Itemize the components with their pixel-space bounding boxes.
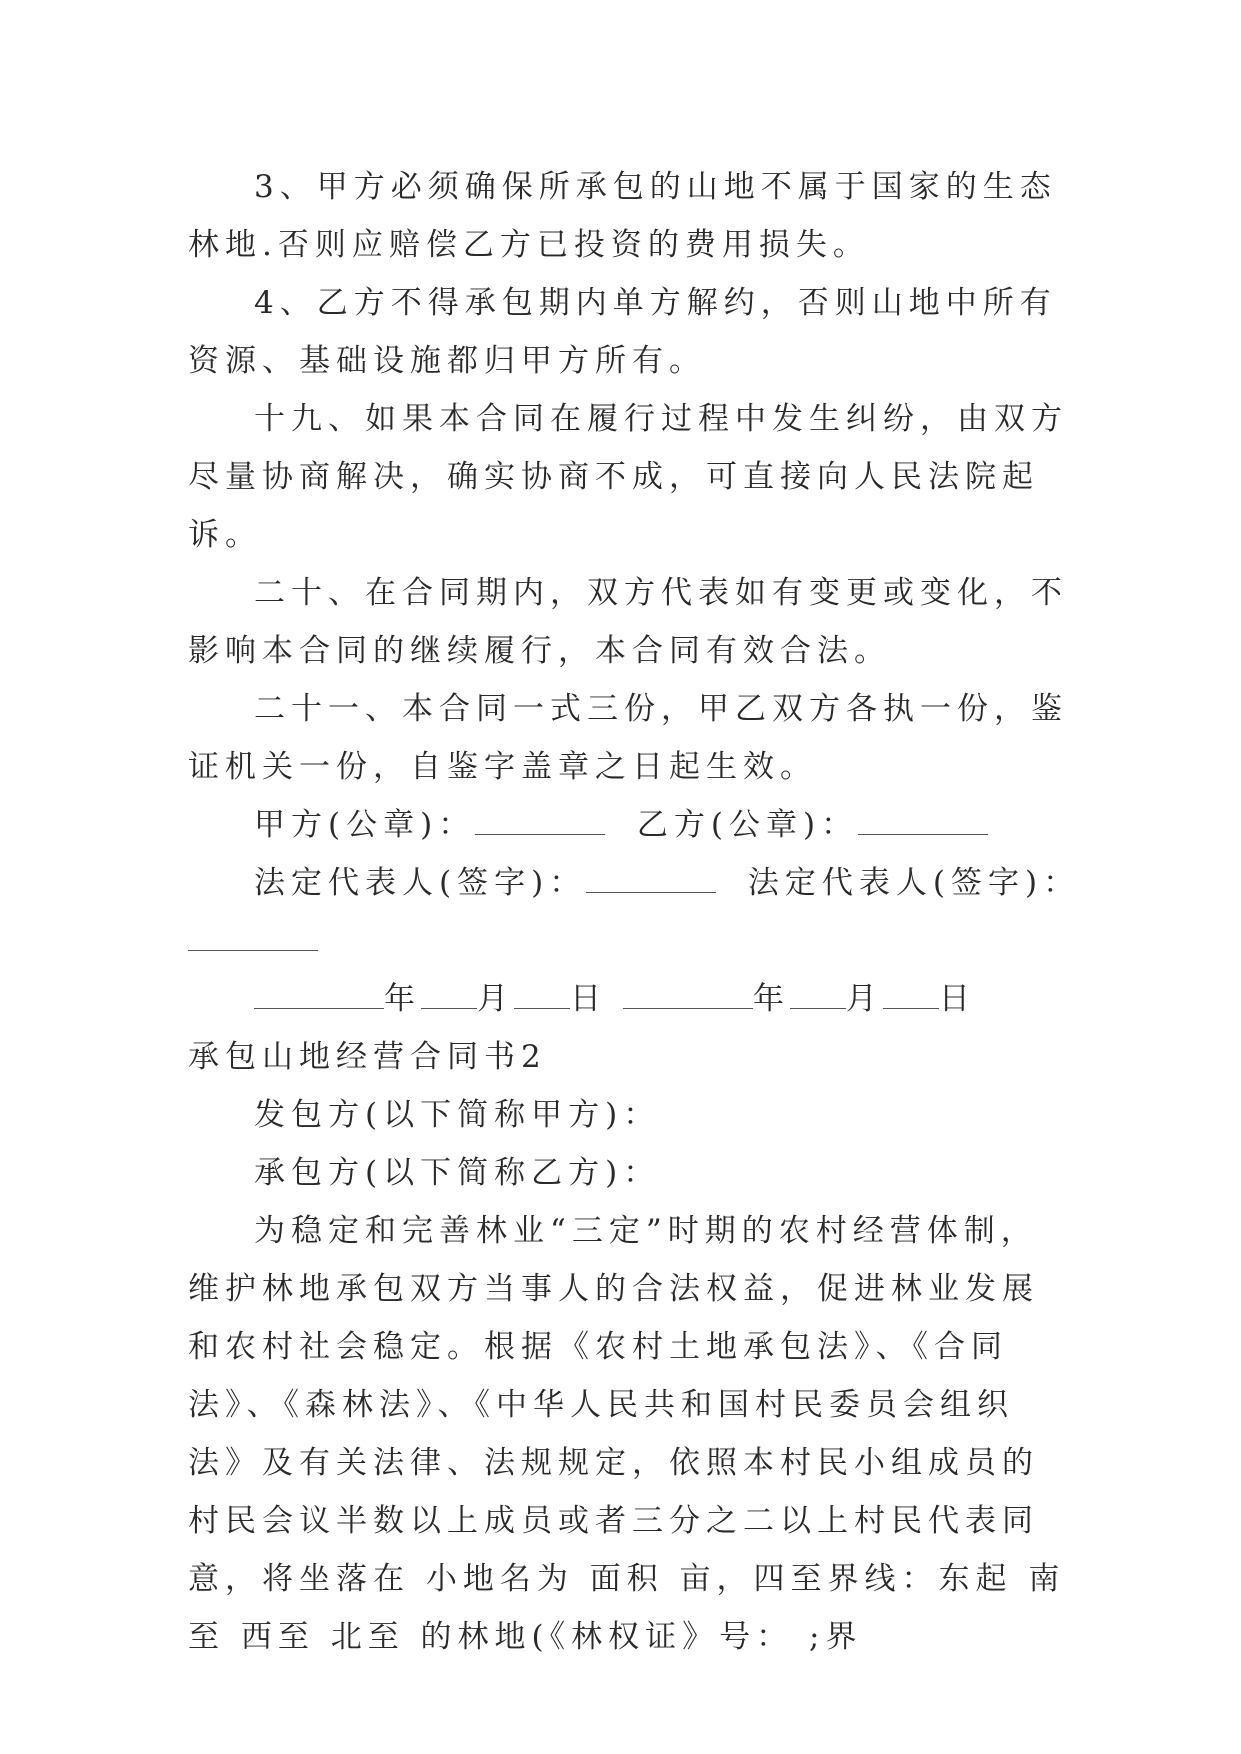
- party-a-seal-label: 甲方(公章)：: [254, 807, 476, 843]
- clause-21: 二十一、本合同一式三份，甲乙双方各执一份，鉴证机关一份，自鉴字盖章之日起生效。: [188, 691, 1068, 785]
- date-a-year-blank: [254, 978, 384, 1009]
- date-row: [188, 970, 1068, 1028]
- section-2-title: 承包山地经营合同书2: [188, 1039, 547, 1075]
- rep-b-blank: [188, 920, 318, 951]
- date-a-month: 月: [477, 981, 514, 1017]
- date-b-year: 年: [752, 981, 790, 1017]
- date-a-month-blank: [421, 978, 477, 1009]
- rep-a-blank: [586, 862, 716, 893]
- issuer-label: 发包方(以下简称甲方)：: [254, 1097, 661, 1133]
- main-paragraph: 为稳定和完善林业“三定”时期的农村经营体制，维护林地承包双方当事人的合法权益，促进林业发展和农村社会稳定。根据《农村土地承包法》、《合同法》、《森林法》、《中华人民共和国村民委员会组织法》及有关法律、法规规定，依照本村民小组成员的村民会议半数以上成员或者三分之二以上村民代表同意，将坐落在 小地名为 面积 亩，四至界线：东起 南至 西至 北至 的林地(《林权证》号： ;界: [188, 1213, 1066, 1655]
- date-b-month-blank: [790, 978, 846, 1009]
- rep-b-label: 法定代表人(签字)：: [747, 865, 1081, 901]
- date-a-day-blank: [514, 978, 570, 1009]
- clause-19: 十九、如果本合同在履行过程中发生纠纷，由双方尽量协商解决，确实协商不成，可直接向人民法院起诉。: [188, 401, 1068, 553]
- party-b-seal-blank: [858, 804, 988, 835]
- legal-rep-row: [188, 854, 1081, 912]
- clause-3: 3、甲方必须确保所承包的山地不属于国家的生态林地.否则应赔偿乙方已投资的费用损失。: [188, 169, 1057, 263]
- rep-a-label: 法定代表人(签字)：: [254, 865, 587, 901]
- party-b-seal-label: 乙方(公章)：: [636, 807, 859, 843]
- clause-20: 二十、在合同期内，双方代表如有变更或变化，不影响本合同的继续履行，本合同有效合法。: [188, 575, 1068, 669]
- date-a-year: 年: [384, 981, 421, 1017]
- contractor-label: 承包方(以下简称乙方)：: [254, 1155, 661, 1191]
- document-body: [188, 158, 1081, 1666]
- date-b-day-blank: [883, 978, 939, 1009]
- date-a-day: 日: [570, 981, 607, 1017]
- rep-b-blank-line: [188, 912, 1068, 970]
- party-seal-row: [188, 796, 1068, 854]
- date-b-month: 月: [845, 981, 883, 1017]
- date-b-day: 日: [938, 981, 976, 1017]
- date-b-year-blank: [623, 978, 753, 1009]
- party-a-seal-blank: [475, 804, 605, 835]
- clause-4: 4、乙方不得承包期内单方解约，否则山地中所有资源、基础设施都归甲方所有。: [188, 285, 1057, 379]
